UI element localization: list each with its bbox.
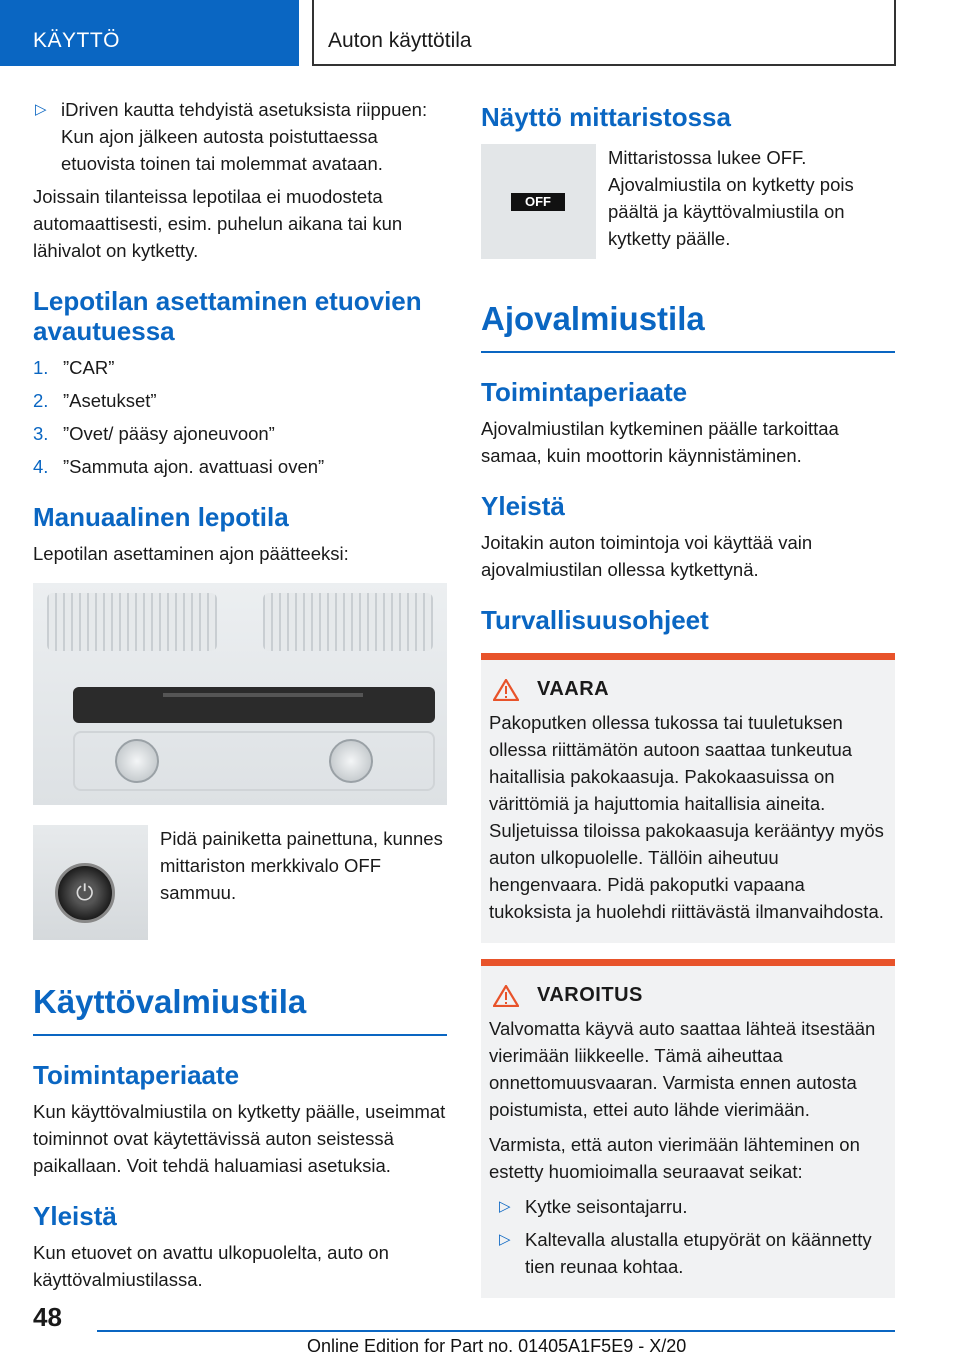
- step-number: 3.: [33, 423, 49, 444]
- triangle-bullet-icon: ▷: [499, 1231, 511, 1248]
- step-number: 1.: [33, 357, 49, 378]
- paragraph: Lepotilan asettaminen ajon päätteeksi:: [33, 543, 349, 564]
- radio-panel: [73, 687, 435, 723]
- press-text: Pidä painiketta painettuna, kunnes mittariston merkkivalo OFF sammuu.: [160, 828, 443, 903]
- heading-manual-sleep: Manuaalinen lepotila: [33, 502, 289, 532]
- right-column: [481, 96, 895, 1314]
- power-icon: ⏻: [76, 880, 94, 905]
- list-item: [33, 354, 447, 381]
- list-item: [33, 453, 447, 480]
- heading-drive-ready: Ajovalmiustila: [481, 299, 895, 353]
- climate-knob-left: [115, 739, 159, 783]
- list-item: [33, 420, 447, 447]
- paragraph: Joissain tilanteissa lepotilaa ei muodosteta automaattisesti, esim. puhelun aikana tai kun lähivalot on kytketty.: [33, 186, 403, 261]
- danger-text: Pakoputken ollessa tukossa tai tuuletuksen ollessa riittämätön autoon saattaa tunkeutua haitallisia pakokaasuja. Pakokaasuissa on värittömiä ja hajuttomia haitallisia aineita. Suljetuissa tiloissa pakokaasuja kerääntyy myös auton ulkopuolelle. Tällöin aiheutuu hengenvaara. Pidä pakoputki vapaana tukoksista ja huolehdi riittävästä ilmanvaihdosta.: [489, 712, 884, 922]
- step-number: 2.: [33, 390, 49, 411]
- list-item: [33, 387, 447, 414]
- cluster-display-image: [481, 144, 596, 259]
- heading-general: Yleistä: [481, 491, 565, 521]
- cd-slot: [163, 693, 363, 697]
- step-text: ”Ovet/ pääsy ajoneuvoon”: [63, 423, 275, 444]
- air-vent-left: [47, 593, 217, 651]
- heading-safety: Turvallisuusohjeet: [481, 605, 709, 635]
- press-instruction: [33, 825, 447, 940]
- power-knob: [55, 863, 115, 923]
- off-indicator: OFF: [511, 193, 565, 211]
- power-button-image: [33, 825, 148, 940]
- climate-knob-right: [329, 739, 373, 783]
- heading-display: Näyttö mittaristossa: [481, 102, 731, 132]
- step-text: ”Sammuta ajon. avattuasi oven”: [63, 456, 325, 477]
- paragraph: Joitakin auton toimintoja voi käyttää vain ajovalmiustilan ollessa kytkettynä.: [481, 532, 813, 580]
- paragraph: Ajovalmiustilan kytkeminen päälle tarkoittaa samaa, kuin moottorin käynnistäminen.: [481, 418, 839, 466]
- list-item: [489, 1193, 887, 1220]
- heading-principle: Toimintaperiaate: [481, 377, 688, 407]
- bullet-text: Kaltevalla alustalla etupyörät on käännetty tien reunaa kohtaa.: [525, 1229, 872, 1277]
- air-vent-right: [263, 593, 433, 651]
- danger-box: [481, 653, 895, 943]
- warning-text: Valvomatta käyvä auto saattaa lähteä itsestään vierimään liikkeelle. Tämä aiheuttaa onnettomuusvaaran. Varmista ennen autosta poistumista, ettei auto lähde vierimään.: [489, 1018, 876, 1120]
- triangle-bullet-icon: ▷: [499, 1198, 511, 1215]
- warning-box: [481, 959, 895, 1298]
- paragraph: Kun etuovet on avattu ulkopuolelta, auto on käyttövalmiustilassa.: [33, 1242, 389, 1290]
- heading-door-sleep: Lepotilan asettaminen etuovien avautuessa: [33, 286, 422, 346]
- center-console-image: [33, 583, 447, 805]
- warning-triangle-icon: [493, 985, 519, 1007]
- bullet-text: Kytke seisontajarru.: [525, 1196, 688, 1217]
- step-number: 4.: [33, 456, 49, 477]
- warning-triangle-icon: [493, 679, 519, 701]
- warning-title: VAROITUS: [537, 984, 643, 1006]
- list-item: [33, 96, 447, 177]
- triangle-bullet-icon: ▷: [35, 101, 47, 118]
- heading-general: Yleistä: [33, 1201, 117, 1231]
- footer-divider: [97, 1330, 895, 1332]
- left-column: [33, 96, 447, 1303]
- warning-header: [489, 984, 887, 1007]
- step-text: ”Asetukset”: [63, 390, 157, 411]
- page-number: 48: [33, 1302, 62, 1332]
- bullet-text: iDriven kautta tehdyistä asetuksista riippuen: Kun ajon jälkeen autosta poistuttaessa etuovista toinen tai molemmat avataan.: [61, 99, 428, 174]
- list-item: [489, 1226, 887, 1280]
- danger-header: [489, 678, 887, 701]
- step-text: ”CAR”: [63, 357, 115, 378]
- danger-title: VAARA: [537, 678, 610, 700]
- section-tab: KÄYTTÖ: [0, 0, 299, 66]
- heading-principle: Toimintaperiaate: [33, 1060, 240, 1090]
- paragraph: Kun käyttövalmiustila on kytketty päälle, useimmat toiminnot ovat käytettävissä auton seistessä paikallaan. Voit tehdä haluamiasi asetuksia.: [33, 1101, 446, 1176]
- display-info: [481, 144, 895, 259]
- heading-standby: Käyttövalmiustila: [33, 982, 447, 1036]
- display-text: Mittaristossa lukee OFF. Ajovalmiustila on kytketty pois päältä ja käyttövalmiustila on kytketty päälle.: [608, 147, 854, 249]
- chapter-title: Auton käyttötila: [312, 0, 896, 66]
- edition-text: Online Edition for Part no. 01405A1F5E9 - X/20: [307, 1336, 687, 1356]
- warning-text: Varmista, että auton vierimään lähteminen on estetty huomioimalla seuraavat seikat:: [489, 1134, 860, 1182]
